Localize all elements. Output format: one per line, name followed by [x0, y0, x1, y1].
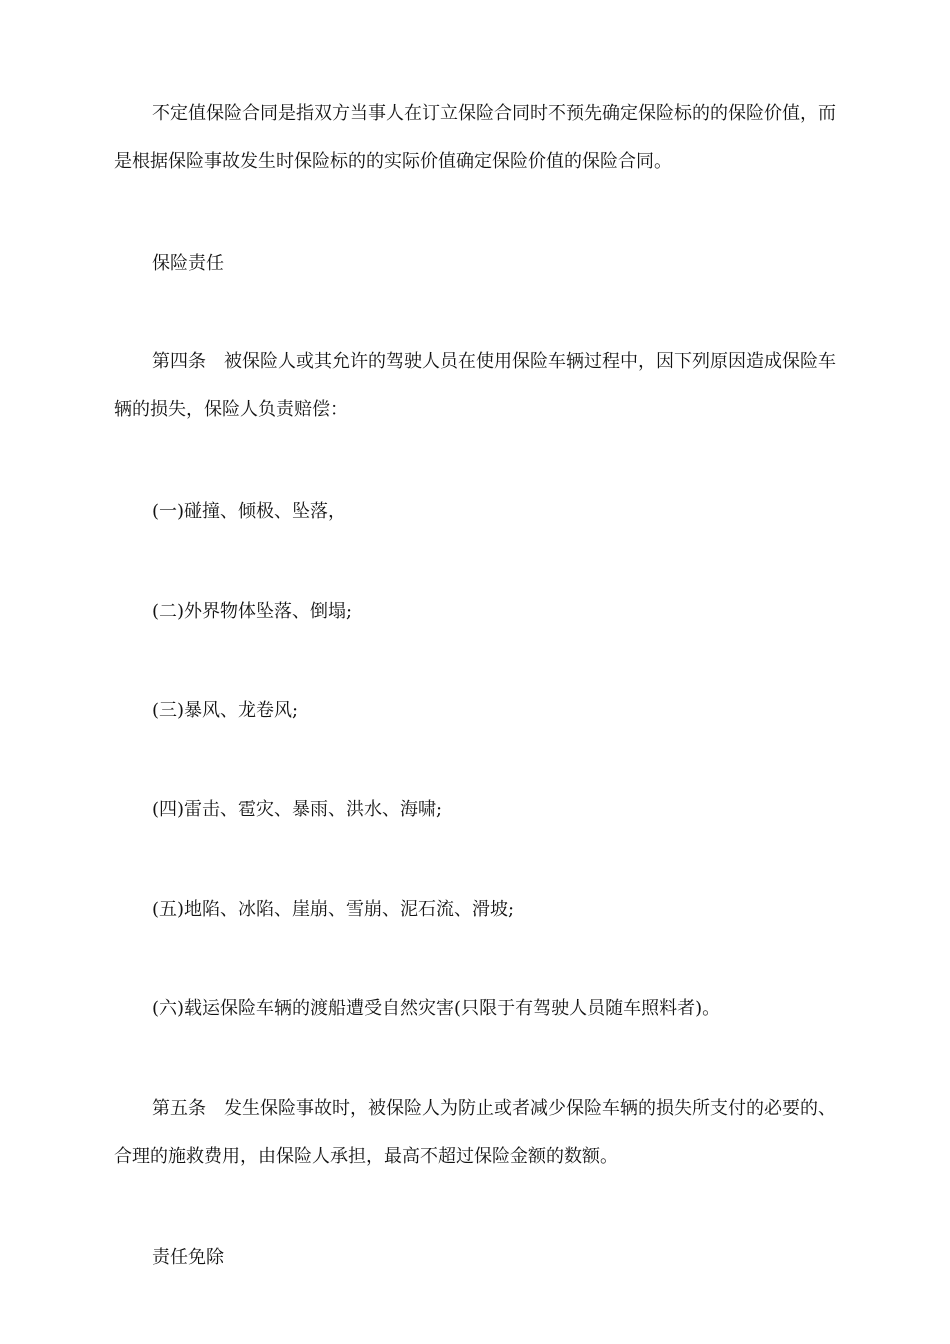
article-5-label: 第五条: [152, 1098, 206, 1119]
paragraph-article-4: [114, 338, 836, 434]
list-item-1: (一)碰撞、倾极、坠落，: [152, 501, 347, 522]
paragraph-indefinite-value-contract: 不定值保险合同是指双方当事人在订立保险合同时不预先确定保险标的的保险价值，而是根据保险事故发生时保险标的的实际价值确定保险价值的保险合同。: [114, 103, 836, 172]
list-item-4: (四)雷击、雹灾、暴雨、洪水、海啸;: [152, 799, 443, 820]
article-5-text: 发生保险事故时，被保险人为防止或者减少保险车辆的损失所支付的必要的、合理的施救费用，由保险人承担，最高不超过保险金额的数额。: [114, 1098, 836, 1167]
list-item-6: (六)载运保险车辆的渡船遭受自然灾害(只限于有驾驶人员随车照料者)。: [152, 998, 721, 1019]
paragraph-article-5: [114, 1085, 836, 1181]
list-item-2: (二)外界物体坠落、倒塌;: [152, 601, 353, 622]
article-4-label: 第四条: [152, 351, 206, 372]
list-item-5: (五)地陷、冰陷、崖崩、雪崩、泥石流、滑坡;: [152, 899, 515, 920]
heading-insurance-liability: 保险责任: [152, 253, 224, 274]
list-item-3: (三)暴风、龙卷风;: [152, 700, 299, 721]
article-4-text: 被保险人或其允许的驾驶人员在使用保险车辆过程中，因下列原因造成保险车辆的损失，保险人负责赔偿：: [114, 351, 836, 420]
heading-liability-exemption: 责任免除: [152, 1247, 224, 1268]
